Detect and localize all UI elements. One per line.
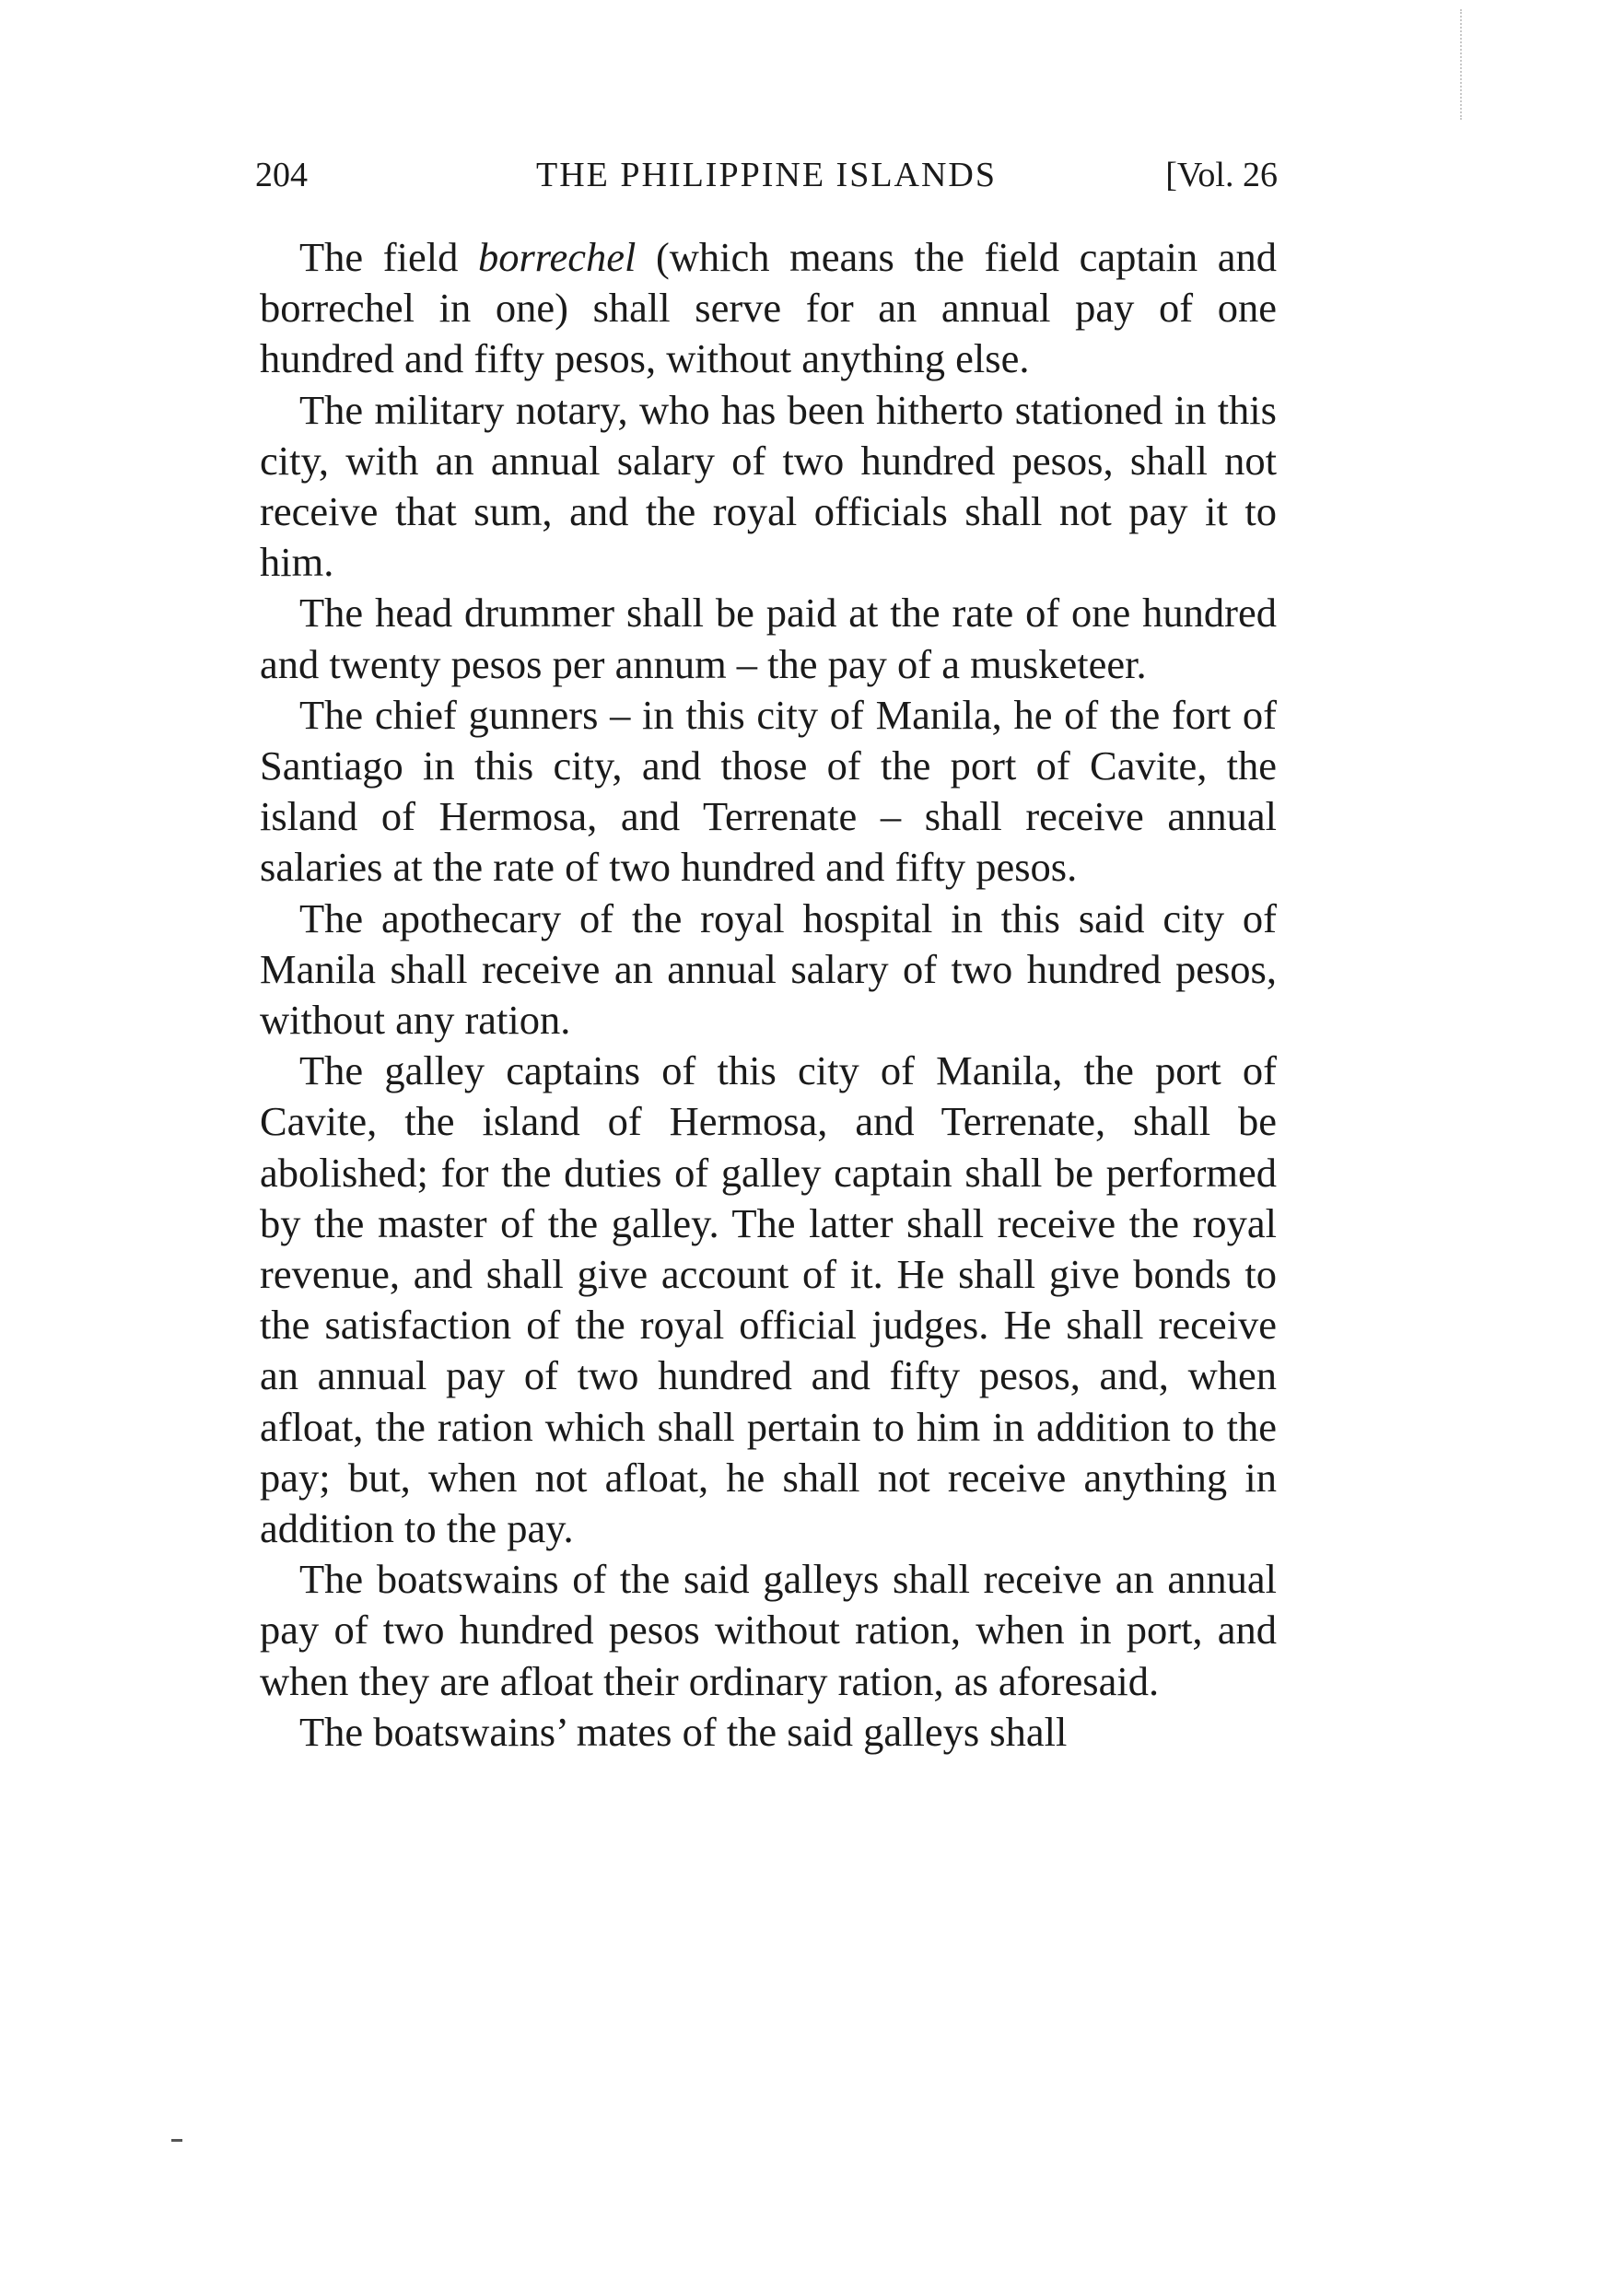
body-text (260, 232, 1277, 1758)
paragraph-apothecary: The apothecary of the royal hospital in this said city of Manila shall receive an annual salary of two hundred pesos, without any ration. (260, 894, 1277, 1044)
paragraph-lead: The field (299, 234, 478, 280)
page-number: 204 (255, 156, 308, 194)
paragraph-field-borrechel (260, 232, 1277, 385)
running-head (255, 147, 1278, 203)
paragraph-text: (which means the field captain and borrechel in one) shall serve for an annual pay of one hundred and fifty pesos, without anything else. (260, 234, 1277, 382)
italic-term: borrechel (477, 234, 637, 280)
paragraph-boatswains-mates: The boatswains’ mates of the said galleys shall (299, 1708, 1068, 1755)
paragraph-military-notary: The military notary, who has been hitherto stationed in this city, with an annual salary of two hundred pesos, shall not receive that sum, and the royal officials shall not pay it to him. (260, 386, 1277, 586)
running-title: THE PHILIPPINE ISLANDS (536, 156, 997, 194)
margin-mark (171, 2139, 182, 2142)
paragraph-boatswains: The boatswains of the said galleys shall receive an annual pay of two hundred pesos without ration, when in port, and when they are afloat their ordinary ration, as aforesaid. (260, 1556, 1277, 1704)
paragraph-chief-gunners: The chief gunners – in this city of Manila, he of the fort of Santiago in this city, and those of the port of Cavite, the island of Hermosa, and Terrenate – shall receive annual salaries at the rate of two hundred and fifty pesos. (260, 691, 1277, 891)
scan-edge-specks (1460, 9, 1466, 120)
paragraph-galley-captains: The galley captains of this city of Manila, the port of Cavite, the island of Hermosa, and Terrenate, shall be abolished; for the duties of galley captain shall be performed by the master of the galley. The latter shall receive the royal revenue, and shall give account of it. He shall give bonds to the satisfaction of the royal official judges. He shall receive an annual pay of two hundred and fifty pesos, and, when afloat, the ration which shall pertain to him in addition to the pay; but, when not afloat, he shall not receive anything in addition to the pay. (260, 1047, 1277, 1552)
volume-label: [Vol. 26 (1165, 156, 1278, 194)
paragraph-head-drummer: The head drummer shall be paid at the rate of one hundred and twenty pesos per annum – the pay of a musketeer. (260, 590, 1277, 687)
